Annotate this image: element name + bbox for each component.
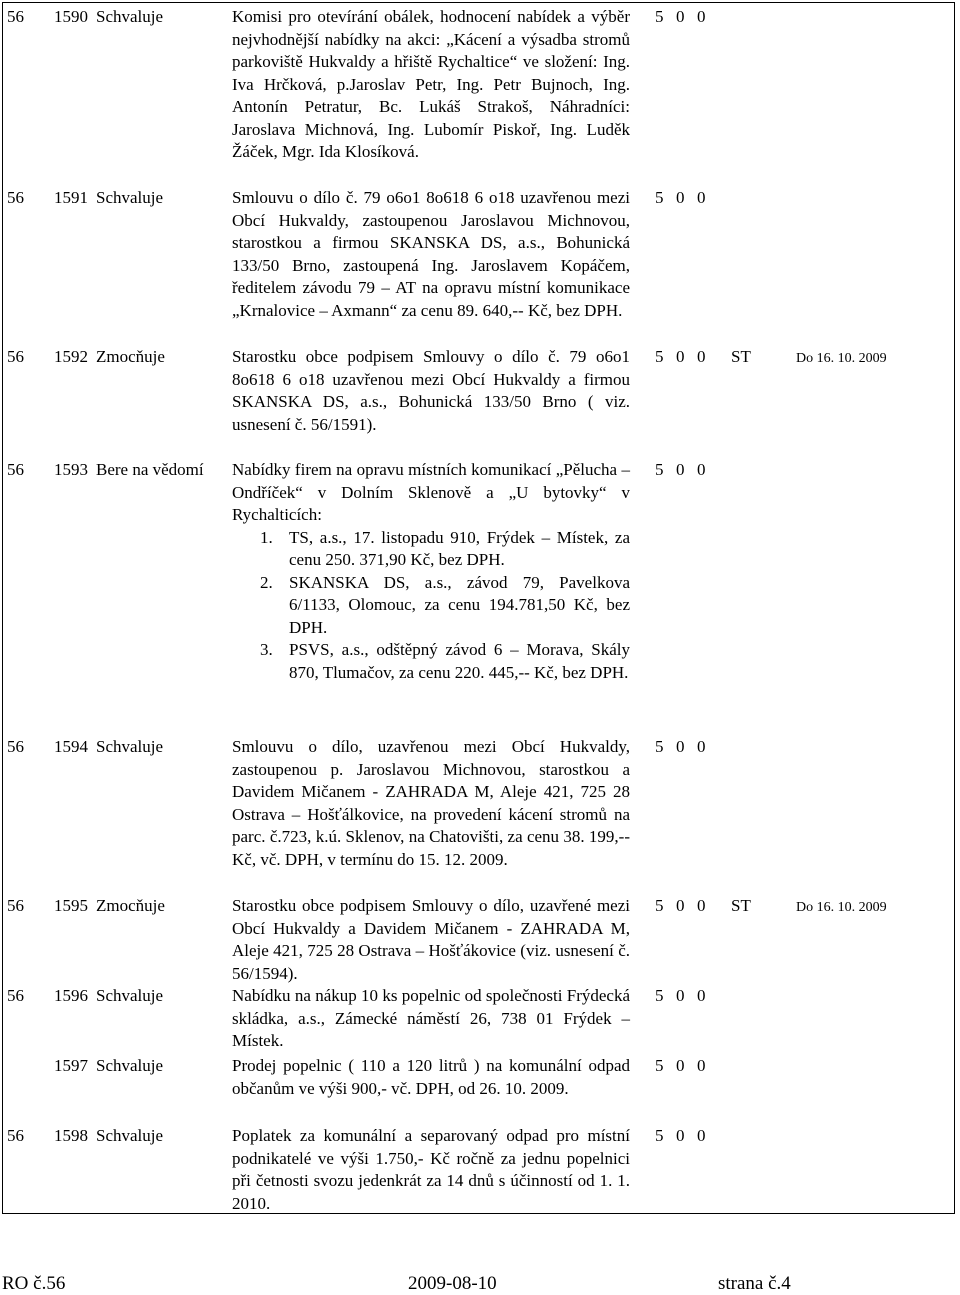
vote-count: 5 — [655, 737, 664, 756]
resolution-text: Smlouvu o dílo č. 79 o6o1 8o618 6 o18 uzavřenou mezi Obcí Hukvaldy, zastoupenou Jaroslavou Michnovou, starostkou a firmou SKANSKA DS, a.s., Bohunická 133/50 Brno, zastoupená Ing. Jaroslavem Kopáčem, ředitelem závodu 79 – AT na opravu místní komunikace „Krnalovice – Axmann“ za cenu 89. 640,-- Kč, bez DPH. — [232, 188, 630, 320]
resolution-text: Komisi pro otevírání obálek, hodnocení nabídek a výběr nejvhodnější nabídky na akci: „Kácení a výsadba stromů parkoviště Hukvaldy a hřiště Rychaltice“ ve složení: Ing. Iva Hrčková, p.Jaroslav Petr, Ing. Petr Bujnoch, Ing. Antonín Petratur, Bc. Lukáš Strakoš, Náhradníci: Jaroslava Michnová, Ing. Lubomír Piskoř, Ing. Luděk Žáček, Mgr. Ida Klosíková. — [232, 7, 630, 161]
vote-count: 5 — [655, 460, 664, 479]
vote-result — [655, 187, 795, 210]
vote-count: 0 — [676, 460, 685, 479]
vote-result — [655, 736, 795, 759]
vote-count: 5 — [655, 188, 664, 207]
session-number: 56 — [7, 737, 24, 756]
vote-count: 0 — [697, 7, 706, 26]
resolution-action: Schvaluje — [96, 986, 164, 1005]
vote-result — [655, 459, 795, 482]
vote-count: 0 — [697, 896, 706, 915]
vote-count: 0 — [697, 1056, 706, 1075]
session-number: 56 — [7, 7, 24, 26]
offer-item-number: 1. — [260, 527, 273, 547]
resolution-number: 1596 — [54, 986, 88, 1005]
vote-result — [655, 985, 795, 1008]
resolution-text: Poplatek za komunální a separovaný odpad pro místní podnikatelé ve výši 1.750,- Kč ročně za jednu popelnici při četnosti svozu jedenkrát za 14 dnů s účinností od 1. 1. 2010. — [232, 1126, 630, 1213]
offer-item-text: PSVS, a.s., odštěpný závod 6 – Morava, Skály 870, Tlumačov, za cenu 220. 445,-- Kč, bez DPH. — [289, 640, 630, 682]
resolution-text: Starostku obce podpisem Smlouvy o dílo, uzavřené mezi Obcí Hukvaldy a Davidem Mičanem - ZAHRADA M, Aleje 421, 725 28 Ostrava – Hošťákovice (viz. usnesení č. 56/1594). — [232, 896, 630, 983]
vote-count: 5 — [655, 1056, 664, 1075]
responsible-person: ST — [731, 347, 751, 366]
resolution-action: Zmocňuje — [96, 896, 165, 915]
resolution-number: 1598 — [54, 1126, 88, 1145]
resolution-action: Schvaluje — [96, 188, 164, 207]
vote-count: 0 — [676, 1126, 685, 1145]
vote-count: 0 — [697, 986, 706, 1005]
vote-count: 5 — [655, 896, 664, 915]
footer-meeting: RO č.56 — [2, 1273, 66, 1294]
resolution-text-cell — [232, 6, 630, 164]
vote-count: 5 — [655, 347, 664, 366]
resolution-number: 1597 — [54, 1056, 88, 1075]
resolution-action: Zmocňuje — [96, 347, 165, 366]
vote-count: 0 — [676, 347, 685, 366]
session-number: 56 — [7, 460, 24, 479]
vote-count: 0 — [697, 347, 706, 366]
vote-result — [655, 895, 795, 918]
resolution-text-cell — [232, 985, 630, 1053]
offer-item-number: 2. — [260, 572, 273, 592]
vote-count: 5 — [655, 7, 664, 26]
resolution-text: Nabídku na nákup 10 ks popelnic od společnosti Frýdecká skládka, a.s., Zámecké náměstí 26, 738 01 Frýdek – Místek. — [232, 986, 630, 1050]
vote-count: 0 — [697, 737, 706, 756]
offer-item — [232, 527, 630, 572]
vote-count: 0 — [676, 986, 685, 1005]
session-number: 56 — [7, 188, 24, 207]
resolution-action: Schvaluje — [96, 737, 164, 756]
offer-item — [232, 572, 630, 640]
offer-item-text: SKANSKA DS, a.s., závod 79, Pavelkova 6/1133, Olomouc, za cenu 194.781,50 Kč, bez DPH. — [289, 572, 630, 637]
vote-count: 0 — [676, 188, 685, 207]
due-date: Do 16. 10. 2009 — [796, 351, 887, 366]
offer-item — [232, 639, 630, 684]
resolution-action: Bere na vědomí — [96, 460, 204, 479]
resolution-action: Schvaluje — [96, 1126, 164, 1145]
vote-count: 5 — [655, 986, 664, 1005]
resolution-text-cell — [232, 736, 630, 871]
offer-item-number: 3. — [260, 640, 273, 659]
vote-count: 0 — [676, 737, 685, 756]
vote-result — [655, 1125, 795, 1148]
resolution-text: Prodej popelnic ( 110 a 120 litrů ) na komunální odpad občanům ve výši 900,- vč. DPH, od 26. 10. 2009. — [232, 1056, 630, 1098]
resolution-text-cell — [232, 1055, 630, 1100]
resolution-text: Smlouvu o dílo, uzavřenou mezi Obcí Hukvaldy, zastoupenou p. Jaroslavou Michnovou, starostkou a Davidem Mičanem - ZAHRADA M, Aleje 421, 725 28 Ostrava – Hošťálkovice, na provedení kácení stromů na parc. č.723, k.ú. Sklenov, na Chatovišti, za cenu 38. 199,-- Kč, vč. DPH, v termínu do 15. 12. 2009. — [232, 737, 630, 869]
resolution-number: 1594 — [54, 737, 88, 756]
resolution-number: 1591 — [54, 188, 88, 207]
resolution-number: 1593 — [54, 460, 88, 479]
due-date: Do 16. 10. 2009 — [796, 900, 887, 915]
session-number: 56 — [7, 896, 24, 915]
resolution-text-cell — [232, 895, 630, 985]
vote-result — [655, 346, 795, 369]
responsible-person: ST — [731, 896, 751, 915]
vote-count: 0 — [697, 188, 706, 207]
resolution-action: Schvaluje — [96, 1056, 164, 1075]
resolution-number: 1590 — [54, 7, 88, 26]
offer-item-text: TS, a.s., 17. listopadu 910, Frýdek – Místek, za cenu 250. 371,90 Kč, bez DPH. — [289, 527, 630, 569]
resolution-number: 1595 — [54, 896, 88, 915]
resolution-text: Nabídky firem na opravu místních komunikací „Pělucha – Ondříček“ v Dolním Sklenově a „U bytovky“ v Rychalticích: — [232, 460, 630, 524]
session-number: 56 — [7, 986, 24, 1005]
vote-result — [655, 6, 795, 29]
session-number: 56 — [7, 347, 24, 366]
footer-page: strana č.4 — [718, 1273, 791, 1294]
vote-count: 0 — [676, 7, 685, 26]
resolution-text-cell — [232, 459, 630, 684]
resolution-text-cell — [232, 187, 630, 322]
resolution-text: Starostku obce podpisem Smlouvy o dílo č. 79 o6o1 8o618 6 o18 uzavřenou mezi Obcí Hukvaldy a firmou SKANSKA DS, a.s., Bohunická 133/50 Brno ( viz. usnesení č. 56/1591). — [232, 347, 630, 434]
session-number: 56 — [7, 1126, 24, 1145]
vote-count: 0 — [697, 1126, 706, 1145]
vote-count: 0 — [676, 1056, 685, 1075]
footer-date: 2009-08-10 — [408, 1273, 497, 1294]
vote-result — [655, 1055, 795, 1078]
resolution-text-cell — [232, 346, 630, 436]
resolution-text-cell — [232, 1125, 630, 1215]
resolution-action: Schvaluje — [96, 7, 164, 26]
vote-count: 0 — [676, 896, 685, 915]
vote-count: 5 — [655, 1126, 664, 1145]
resolution-number: 1592 — [54, 347, 88, 366]
vote-count: 0 — [697, 460, 706, 479]
